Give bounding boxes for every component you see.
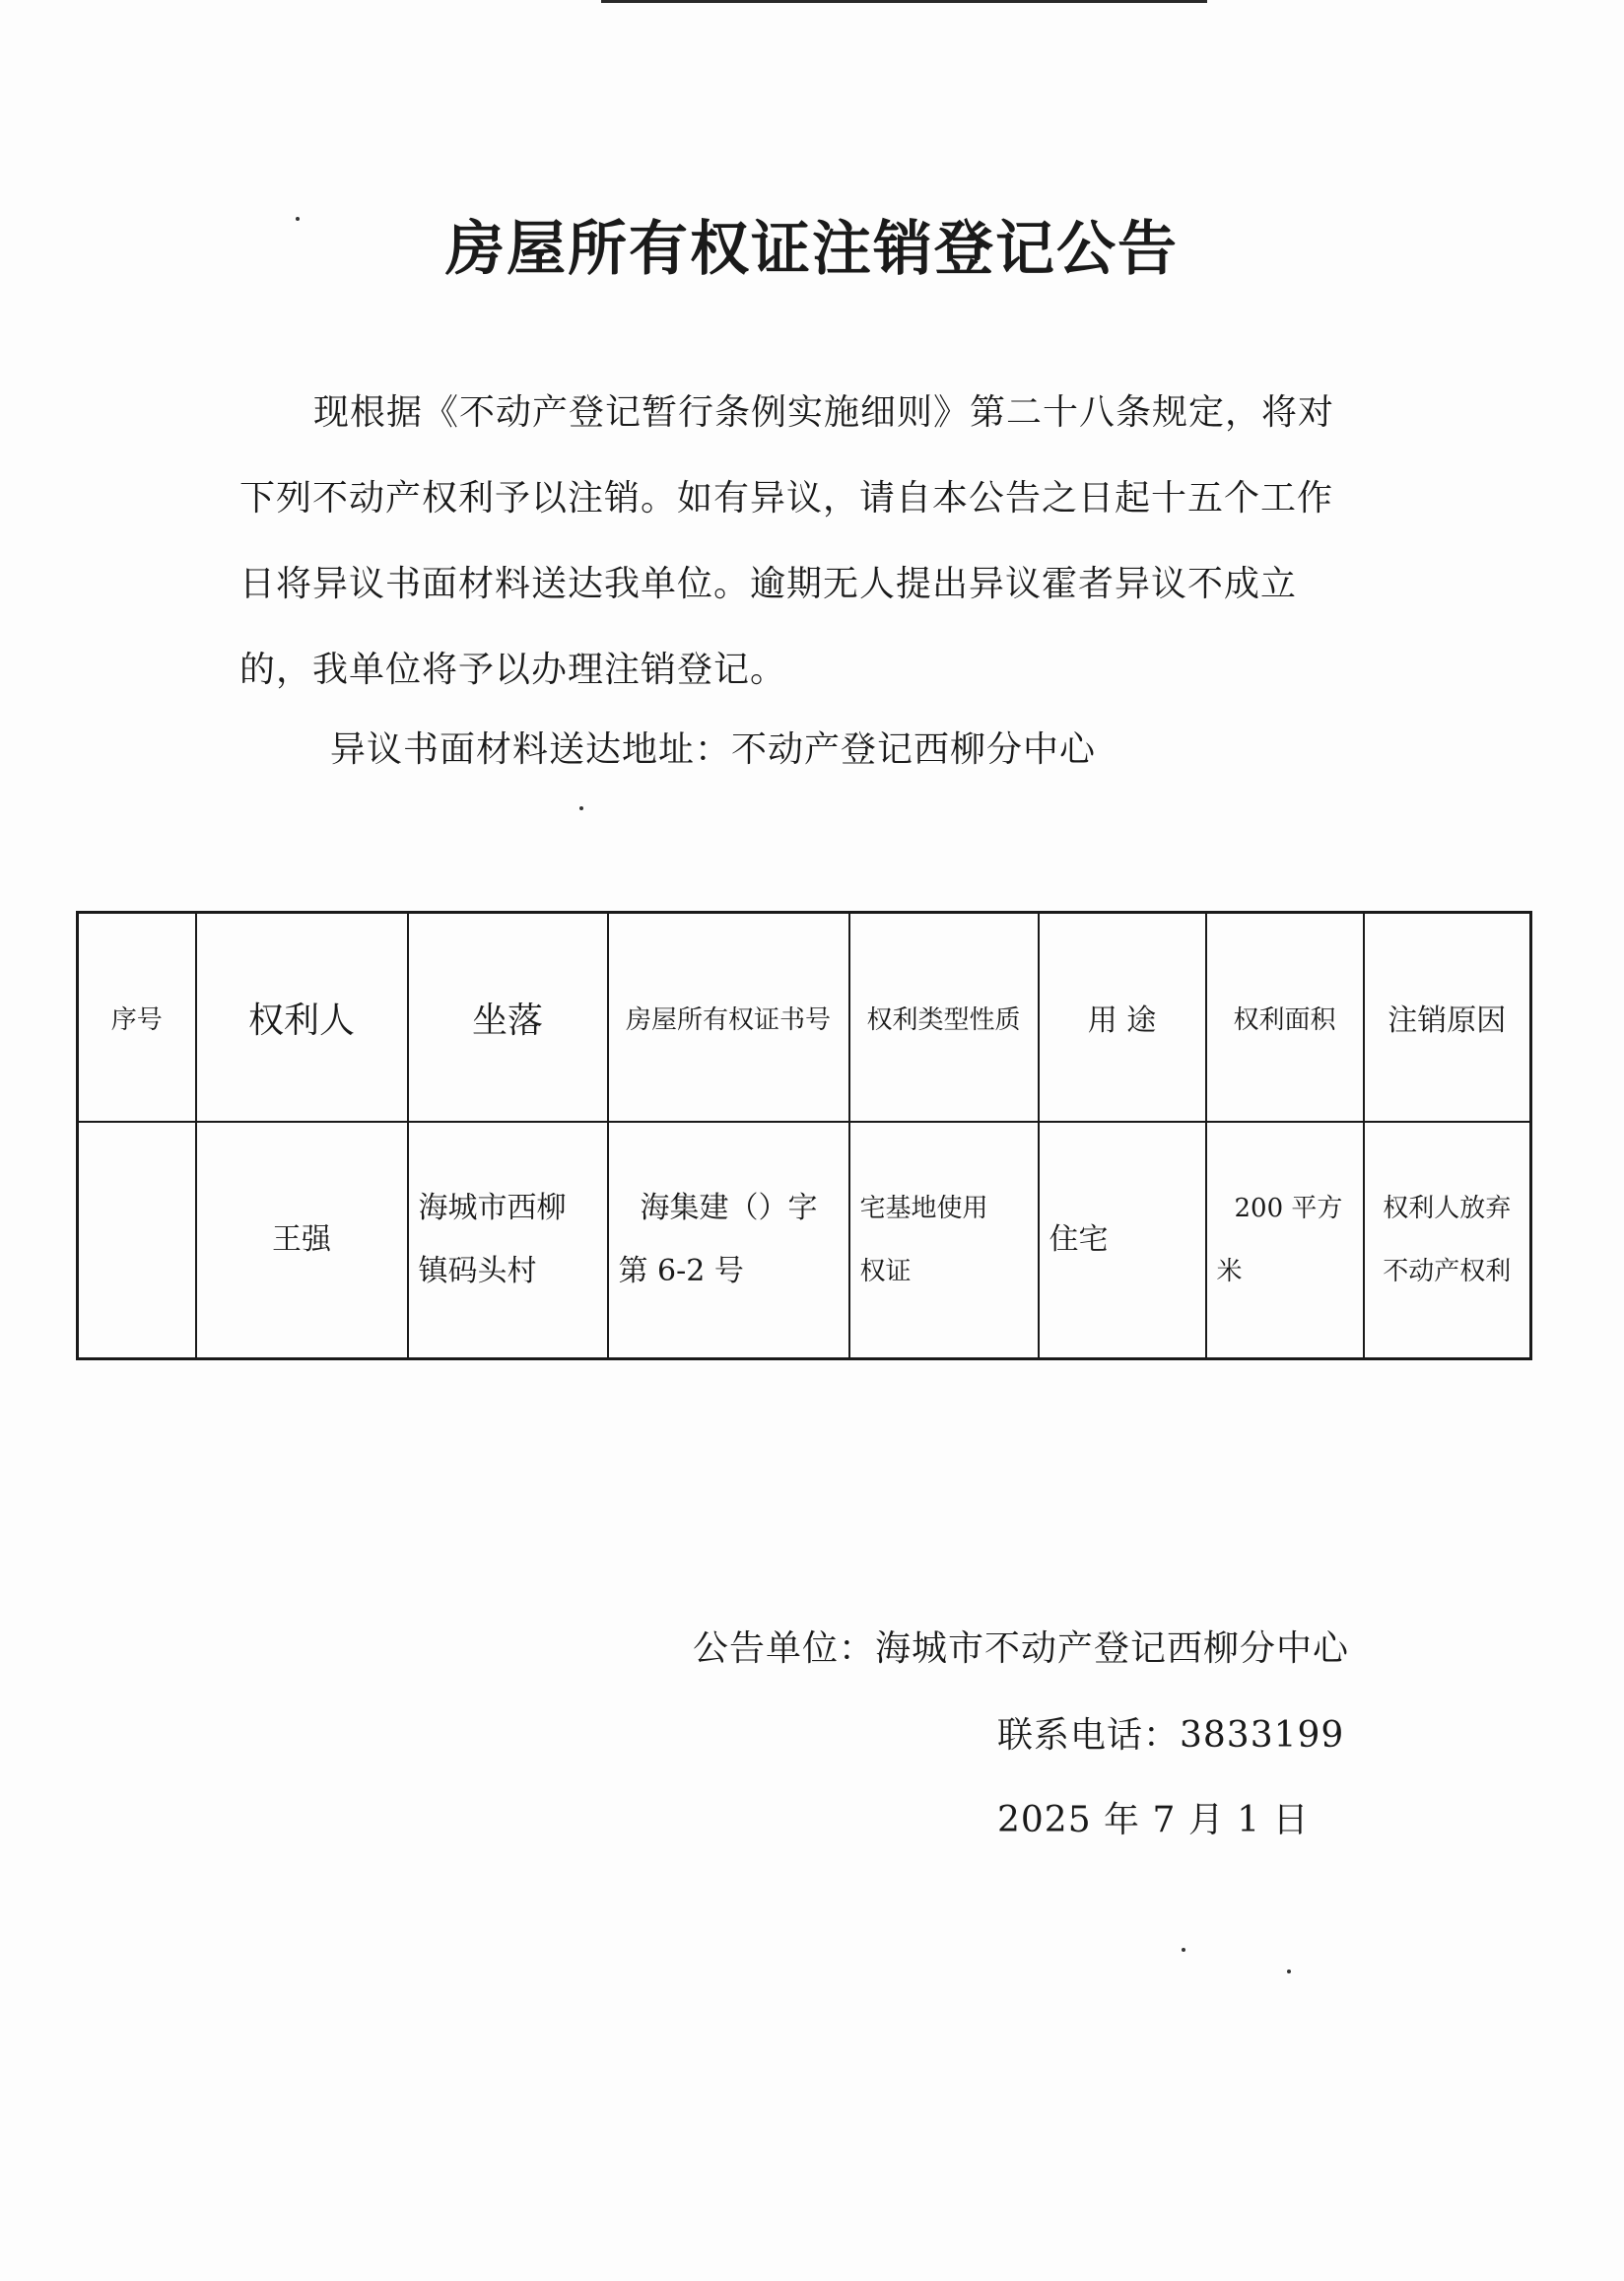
body-line-4: 的，我单位将予以办理注销登记。 — [239, 650, 787, 690]
cell-location-line-1: 海城市西柳 — [418, 1191, 567, 1225]
header-holder: 权利人 — [196, 913, 408, 1123]
table-header-row — [78, 913, 1531, 1123]
header-right-type: 权利类型性质 — [849, 913, 1039, 1123]
table-row — [78, 1122, 1531, 1359]
cell-cert-number — [608, 1122, 849, 1359]
cell-right-type-line-1: 宅基地使用 — [859, 1194, 988, 1223]
phone-line: 联系电话：3833199 — [997, 1715, 1345, 1756]
cell-cert-line-1: 海集建（）字 — [640, 1191, 818, 1225]
cell-cert-line-2: 第 6-2 号 — [618, 1254, 744, 1288]
scan-speck — [579, 806, 583, 810]
objection-address: 异议书面材料送达地址：不动产登记西柳分中心 — [330, 729, 1097, 770]
cell-location — [408, 1122, 608, 1359]
cell-reason — [1364, 1122, 1531, 1359]
header-usage: 用 途 — [1039, 913, 1206, 1123]
body-line-3: 日将异议书面材料送达我单位。逾期无人提出异议霍者异议不成立 — [239, 564, 1298, 604]
header-area: 权利面积 — [1206, 913, 1364, 1123]
header-serial: 序号 — [78, 913, 196, 1123]
cell-location-line-2: 镇码头村 — [418, 1254, 537, 1288]
issuer-line: 公告单位：海城市不动产登记西柳分中心 — [693, 1628, 1350, 1669]
cell-area-line-2: 米 — [1216, 1257, 1243, 1286]
scan-speck — [1182, 1948, 1185, 1952]
cell-usage: 住宅 — [1039, 1122, 1206, 1359]
date-line: 2025 年 7 月 1 日 — [997, 1800, 1310, 1840]
cancellation-table — [76, 911, 1532, 1360]
notice-body — [239, 370, 1373, 713]
header-reason: 注销原因 — [1364, 913, 1531, 1123]
notice-title: 房屋所有权证注销登记公告 — [445, 215, 1179, 284]
cell-reason-line-2: 不动产权利 — [1383, 1257, 1512, 1286]
cell-right-type-line-2: 权证 — [859, 1257, 912, 1286]
cell-serial — [78, 1122, 196, 1359]
body-line-1: 现根据《不动产登记暂行条例实施细则》第二十八条规定，将对 — [313, 392, 1335, 433]
body-line-2: 下列不动产权利予以注销。如有异议，请自本公告之日起十五个工作 — [239, 478, 1334, 518]
cell-holder: 王强 — [196, 1122, 408, 1359]
cell-right-type — [849, 1122, 1039, 1359]
scan-speck — [1287, 1970, 1291, 1973]
scan-speck — [296, 217, 300, 221]
cell-area-line-1: 200 平方 — [1234, 1194, 1343, 1223]
top-edge-line — [601, 0, 1207, 3]
cell-area — [1206, 1122, 1364, 1359]
header-cert-number: 房屋所有权证书号 — [608, 913, 849, 1123]
cell-reason-line-1: 权利人放弃 — [1383, 1194, 1512, 1223]
header-location: 坐落 — [408, 913, 608, 1123]
